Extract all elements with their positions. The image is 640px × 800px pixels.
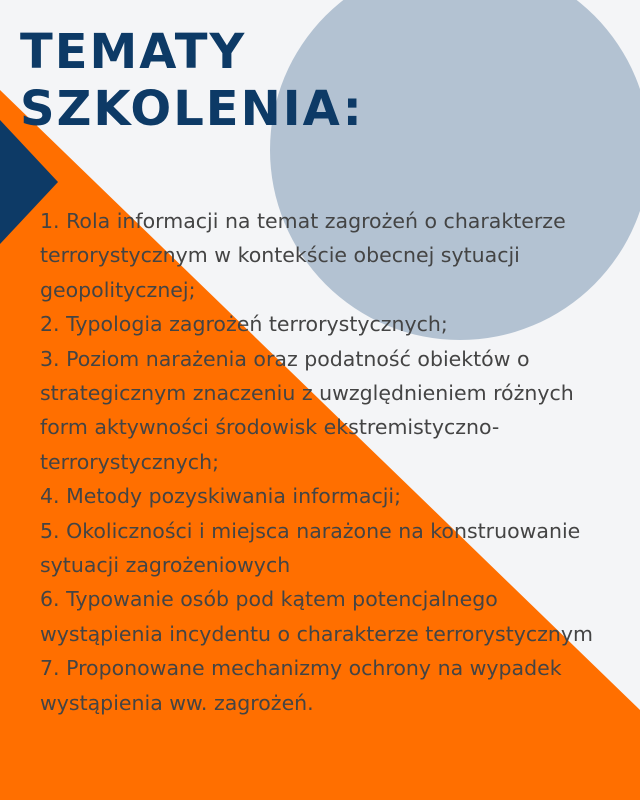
title-line-2: SZKOLENIA: [20,81,364,137]
topic-item-5: 5. Okoliczności i miejsca narażone na konstruowanie sytuacji zagrożeniowych [40,518,581,578]
topics-list [40,204,620,720]
topic-item-3: 3. Poziom narażenia oraz podatność obiektów o strategicznym znaczeniu z uwzględnieniem różnych form aktywności środowisk ekstremistyczno-terrorystycznych; [40,346,574,474]
topic-item-7: 7. Proponowane mechanizmy ochrony na wypadek wystąpienia ww. zagrożeń. [40,656,562,715]
topic-item-2: 2. Typologia zagrożeń terrorystycznych; [40,312,448,337]
title-line-1: TEMATY [20,24,247,80]
page-title [20,24,364,138]
topic-item-4: 4. Metody pozyskiwania informacji; [40,484,402,509]
topic-item-1: 1. Rola informacji na temat zagrożeń o charakterze terrorystycznym w kontekście obecnej sytuacji geopolitycznej; [40,209,566,302]
topic-item-6: 6. Typowanie osób pod kątem potencjalnego wystąpienia incydentu o charakterze terrorystycznym [40,587,594,646]
